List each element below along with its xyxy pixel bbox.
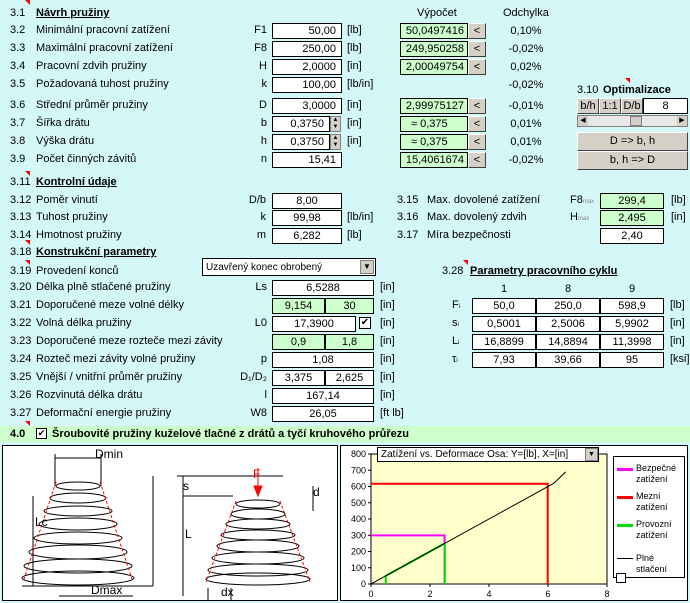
opt-scrollbar[interactable]: ◀ ▶ [577,115,688,127]
control-right-num: 3.17 [397,229,419,241]
apply-calc-button[interactable]: < [468,116,486,132]
row-label: Minimální pracovní zatížení [36,24,170,36]
row-calc-value: ≈ 0,375 [400,134,468,150]
apply-calc-button[interactable]: < [468,98,486,114]
constr-row-value: 26,05 [272,406,374,422]
chart-legend [613,456,685,578]
constr-row-symbol: W8 [250,407,267,419]
control-row-num: 3.13 [10,211,32,223]
symbol-sub: i [457,322,459,328]
apply-calc-button[interactable]: < [468,23,486,39]
section4-title: Šroubovité pružiny kuželové tlačné z drátů a tyčí kruhového průřezu [52,428,409,440]
row-unit: [in] [347,60,362,72]
section-num: 3.1 [10,7,26,19]
legend-swatch [617,524,633,527]
control-row-unit: [lb/in] [347,211,374,223]
constr-row-value: 1,08 [272,352,374,368]
symbol-main: L [452,335,459,347]
dx-label: dx [221,585,234,599]
constr-row-symbol: D₁/D₂ [240,371,267,383]
value-spinner[interactable]: ▲ ▼ [330,134,341,150]
constr-row-unit: [in] [380,299,395,311]
opt-tab-bh[interactable]: b/h [577,98,599,114]
control-row-symbol: D/b [248,194,266,206]
constr-row-value[interactable]: 17,3900 [272,316,356,332]
constr-row-num: 3.27 [10,407,32,419]
symbol-main: F8 [570,194,583,206]
constr-row-unit: [ft lb] [380,407,404,419]
params-cell: 0,5001 [472,316,536,332]
params-row-symbol [452,299,460,314]
control-row-unit: [lb] [347,229,362,241]
params-col-header: 8 [564,283,572,295]
row-value-input[interactable]: 3,0000 [272,98,342,114]
row-deviation: -0,02% [490,152,562,168]
constr-row-label: Délka plně stlačené pružiny [36,281,171,293]
constr-row-value2: 2,625 [325,370,374,386]
row-value-input[interactable]: 15,41 [272,152,342,168]
params-row-symbol [452,335,459,350]
x-tick-label: 6 [545,589,551,599]
params-cell: 50,0 [472,298,536,314]
constr-row-value1: 0,9 [272,334,325,350]
symbol-sub: i [458,304,461,310]
row-num: 3.5 [10,78,26,90]
params-cell: 250,0 [536,298,600,314]
s-label: s [183,479,189,493]
opt-tab-db[interactable]: D/b [621,98,643,114]
control-right-unit: [lb] [671,194,686,206]
control-row-value: 99,98 [272,210,342,226]
constr-row-symbol: L0 [254,317,267,329]
row-calc-value: 50,0497416 [400,23,468,39]
row-value-input[interactable]: 50,00 [272,23,342,39]
x-tick-label: 2 [427,589,433,599]
row-symbol: h [260,135,267,147]
opt-title: Optimalizace [603,84,671,96]
value-spinner[interactable]: ▲ ▼ [330,116,341,132]
row-num: 3.7 [10,117,26,129]
symbol-main: F [452,299,459,311]
ends-num: 3.19 [10,265,32,277]
y-tick-label: 200 [350,546,366,557]
params-num: 3.28 [442,265,464,277]
row-deviation: 0,01% [490,116,562,132]
row-calc-value: 2,99975127 [400,98,468,114]
row-num: 3.9 [10,153,26,165]
row-calc-value: 249,950258 [400,41,468,57]
row-symbol: F1 [254,24,267,36]
opt-num: 3.10 [577,84,599,96]
constr-row-symbol: p [260,353,267,365]
row-num: 3.6 [10,99,26,111]
chart-dropdown[interactable]: Zatížení vs. Deformace Osa: Y=[lb], X=[in] ▼ [377,447,599,462]
params-cell: 95 [600,352,664,368]
legend-swatch [617,558,633,559]
legend-label: Plné stlačení [636,553,668,574]
calc-header: Výpočet [417,7,457,19]
row-num: 3.4 [10,60,26,72]
row-num: 3.2 [10,24,26,36]
opt-btn-d-to-bh[interactable]: D => b, h [577,132,688,151]
params-row-unit: [in] [670,317,685,329]
constr-row-label: Rozteč mezi závity volné pružiny [36,353,196,365]
y-tick-label: 300 [350,530,366,541]
constr-row-num: 3.23 [10,335,32,347]
params-col-header: 1 [500,283,508,295]
row-value-input[interactable]: 2,0000 [272,59,342,75]
y-tick-label: 500 [350,497,366,508]
params-cell: 14,8894 [536,334,600,350]
control-row-label: Tuhost pružiny [36,211,108,223]
constr-row-unit: [in] [380,281,395,293]
control-right-symbol [570,194,594,209]
params-title: Parametry pracovního cyklu [470,265,618,277]
constr-row-value2: 30 [325,298,374,314]
row-value-input[interactable]: 0,3750 [272,134,330,150]
control-row-value: 6,282 [272,228,342,244]
row-deviation: 0,01% [490,134,562,150]
constr-row-symbol: l [264,389,267,401]
dmax-label: Dmax [91,583,123,597]
params-row-symbol [452,317,459,332]
row-value-input[interactable]: 250,00 [272,41,342,57]
params-row-unit: [lb] [670,299,685,311]
row-symbol: F8 [254,42,267,54]
opt-value[interactable]: 8 [643,98,688,114]
constr-title: Konstrukční parametry [36,246,157,258]
constr-row-label: Doporučené meze volné délky [36,299,184,311]
row-calc-value: ≈ 0,375 [400,116,468,132]
symbol-main: H [570,211,578,223]
control-right-label: Míra bezpečnosti [427,229,511,241]
section4-checkbox[interactable]: ✔ [37,428,46,438]
constr-row-value2: 1,8 [325,334,374,350]
control-right-value: 2,495 [600,210,664,226]
symbol-sub: i [458,340,460,346]
dmin-label: Dmin [95,447,124,461]
apply-calc-button[interactable]: < [468,41,486,57]
row-unit: [in] [347,99,362,111]
constr-row-label: Deformační energie pružiny [36,407,172,419]
opt-tab-11[interactable]: 1:1 [599,98,621,114]
symbol-sub: max [577,216,590,222]
section-title: Návrh pružiny [36,7,110,19]
ends-select[interactable]: Uzavřený konec obrobený ▼ [202,258,376,276]
constr-row-num: 3.22 [10,317,32,329]
row-label: Počet činných závitů [36,153,137,165]
constr-row-value1: 9,154 [272,298,325,314]
params-row-unit: [ksi] [670,353,690,365]
y-tick-label: 400 [350,514,366,524]
params-row-symbol [452,353,458,368]
constr-row-label: Volná délka pružiny [36,317,132,329]
f-label: F [253,467,261,481]
constr-row-symbol: Ls [255,281,267,293]
dev-header: Odchylka [503,7,549,19]
row-calc-value: 15,4061674 [400,152,468,168]
params-cell: 39,66 [536,352,600,368]
control-right-value: 2,40 [600,228,664,244]
row-value-input[interactable]: 0,3750 [272,116,330,132]
section4-num: 4.0 [10,428,26,440]
apply-calc-button[interactable]: < [468,134,486,150]
row-deviation: -0,01% [490,98,562,114]
control-num: 3.11 [10,176,31,188]
constr-row-value: 167,14 [272,388,374,404]
control-row-label: Hmotnost pružiny [36,229,122,241]
row-calc-value: 2,00049754 [400,59,468,75]
control-right-num: 3.15 [397,194,419,206]
constr-row-num: 3.24 [10,353,32,365]
params-cell: 5,9902 [600,316,664,332]
row-label: Požadovaná tuhost pružiny [36,78,169,90]
constr-row-unit: [in] [380,335,395,347]
y-tick-label: 800 [350,449,366,459]
free-length-checkbox[interactable]: ✔ [360,317,370,328]
control-right-value: 299,4 [600,193,664,209]
chevron-down-icon[interactable]: ▼ [360,260,374,274]
legend-label: Mezní zatížení [636,491,668,512]
row-unit: [lb] [347,24,362,36]
constr-row-unit: [in] [380,389,395,401]
legend-label: Bezpečné zatížení [636,463,677,484]
row-symbol: H [259,60,267,72]
params-col-header: 9 [628,283,636,295]
constr-row-label: Vnější / vnitřní průměr pružiny [36,371,183,383]
row-label: Střední průměr pružiny [36,99,148,111]
row-label: Výška drátu [36,135,95,147]
row-symbol: D [259,99,267,111]
apply-calc-button[interactable]: < [468,59,486,75]
constr-row-num: 3.21 [10,299,32,311]
constr-row-unit: [in] [380,317,395,329]
x-tick-label: 0 [368,589,374,599]
symbol-sub: max [582,199,595,205]
constr-row-unit: [in] [380,371,395,383]
control-right-symbol [570,211,589,226]
row-label: Pracovní zdvih pružiny [36,60,147,72]
row-symbol: n [260,153,267,165]
y-tick-label: 600 [350,481,366,492]
params-cell: 2,5006 [536,316,600,332]
constr-row-num: 3.26 [10,389,32,401]
symbol-main: τ [452,353,457,365]
symbol-sub: i [456,358,458,364]
legend-checkbox[interactable] [616,573,626,583]
row-unit: [in] [347,117,362,129]
row-num: 3.3 [10,42,26,54]
row-deviation: 0,02% [490,59,562,75]
lc-label: Lc [35,515,48,529]
params-cell: 7,93 [472,352,536,368]
l-label: L [185,527,192,541]
params-cell: 11,3998 [600,334,664,350]
control-right-label: Max. dovolené zatížení [427,194,541,206]
control-row-symbol: k [260,211,266,223]
params-row-unit: [in] [670,335,685,347]
control-row-label: Poměr vinutí [36,194,98,206]
constr-row-num: 3.25 [10,371,32,383]
control-title: Kontrolní údaje [36,176,117,188]
constr-row-label: Doporučené meze rozteče mezi závity [36,335,223,347]
row-symbol: k [261,78,267,90]
constr-row-value: 6,5288 [272,280,374,296]
constr-row-num: 3.20 [10,281,32,293]
control-right-num: 3.16 [397,211,419,223]
d-label: d [313,485,320,499]
ends-label: Provedení konců [36,265,119,277]
row-num: 3.8 [10,135,26,147]
control-row-num: 3.14 [10,229,32,241]
constr-row-value1: 3,375 [272,370,325,386]
constr-num: 3.18 [10,246,32,258]
control-right-unit: [in] [671,211,686,223]
row-unit: [lb/in] [347,78,374,90]
constr-row-label: Rozvinutá délka drátu [36,389,143,401]
row-symbol: b [260,117,267,129]
row-unit: [in] [347,135,362,147]
control-right-label: Max. dovolený zdvih [427,211,527,223]
row-deviation: 0,10% [490,23,562,39]
control-row-num: 3.12 [10,194,32,206]
chevron-down-icon[interactable]: ▼ [585,448,598,461]
control-row-value: 8,00 [272,193,342,209]
row-deviation: -0,02% [490,77,562,93]
legend-label: Provozní zatížení [636,519,672,540]
spring-drawing [2,445,338,601]
row-unit: [lb] [347,42,362,54]
apply-calc-button[interactable]: < [468,152,486,168]
row-value-input[interactable]: 100,00 [272,77,342,93]
x-tick-label: 4 [486,589,492,599]
row-label: Maximální pracovní zatížení [36,42,173,54]
y-tick-label: 100 [350,562,366,573]
legend-swatch [617,468,633,471]
row-deviation: -0,02% [490,41,562,57]
chart-panel [340,445,688,601]
symbol-main: s [452,317,458,329]
control-row-symbol: m [256,229,266,241]
legend-swatch [617,496,633,499]
y-tick-label: 0 [360,579,366,589]
constr-row-unit: [in] [380,353,395,365]
row-label: Šířka drátu [36,117,90,129]
opt-btn-bh-to-d[interactable]: b, h => D [577,151,688,170]
params-cell: 16,8899 [472,334,536,350]
params-cell: 598,9 [600,298,664,314]
x-tick-label: 8 [604,589,610,599]
y-tick-label: 700 [350,465,366,476]
